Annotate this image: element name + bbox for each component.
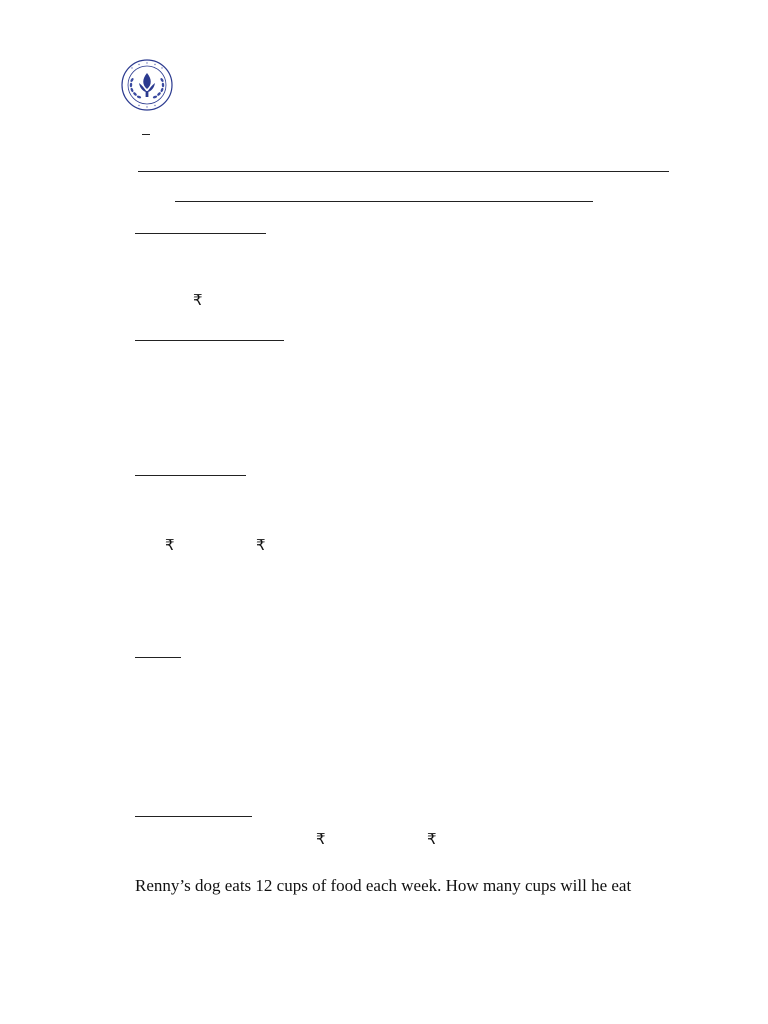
rupee-symbol: ₹: [256, 536, 266, 554]
section-heading-underline: [135, 340, 284, 341]
section-heading-underline: [135, 816, 252, 817]
subtitle-underline: [175, 201, 593, 202]
title-underline: [138, 171, 669, 172]
section-heading-underline: [135, 475, 246, 476]
question-text: Renny’s dog eats 12 cups of food each week. How many cups will he eat: [135, 876, 632, 895]
rupee-symbol: ₹: [193, 291, 203, 309]
rupee-symbol: ₹: [427, 830, 437, 848]
rupee-symbol: ₹: [316, 830, 326, 848]
dash-mark: [142, 134, 150, 135]
section-heading-underline: [135, 233, 266, 234]
section-heading-underline: [135, 657, 181, 658]
rupee-symbol: ₹: [165, 536, 175, 554]
school-emblem-icon: [120, 58, 174, 112]
